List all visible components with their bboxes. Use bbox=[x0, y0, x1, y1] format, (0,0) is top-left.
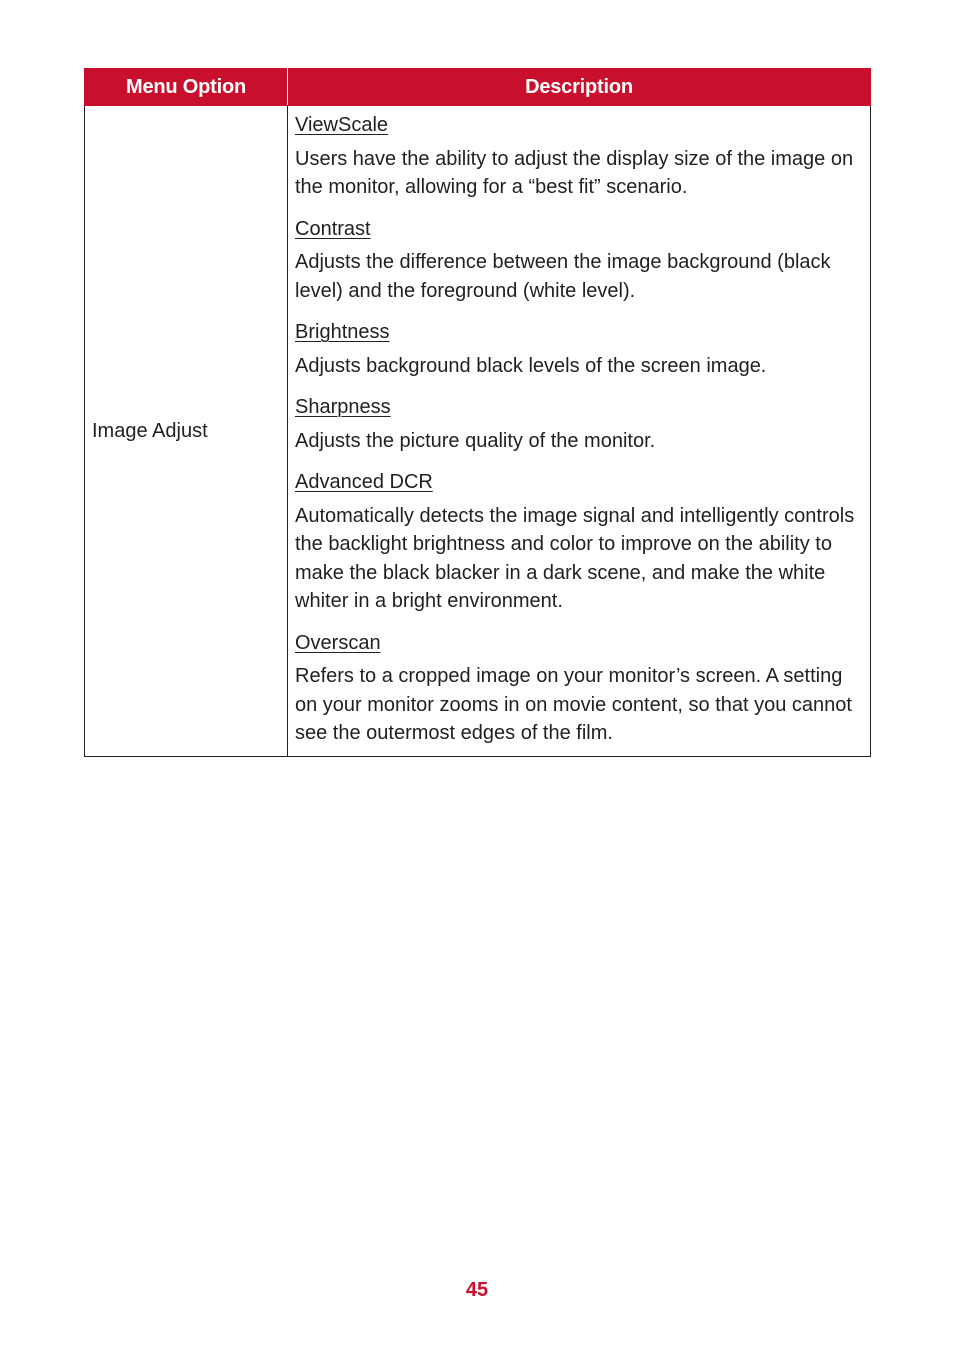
item-text-viewscale: Users have the ability to adjust the display size of the image on the monitor, allowing for a “best fit” scenario. bbox=[295, 147, 854, 198]
page-number: 45 bbox=[465, 1279, 489, 1301]
item-title-advanced-dcr: Advanced DCR bbox=[295, 471, 433, 493]
item-text-overscan: Refers to a cropped image on your monitor’s screen. A setting on your monitor zooms in on movie content, so that you cannot see the outermost edges of the film. bbox=[295, 665, 852, 744]
desc-item-brightness bbox=[295, 318, 862, 380]
desc-item-contrast bbox=[295, 215, 862, 306]
item-title-brightness: Brightness bbox=[295, 321, 390, 343]
header-description: Description bbox=[288, 69, 871, 106]
desc-item-viewscale bbox=[295, 111, 862, 202]
header-menu-option: Menu Option bbox=[85, 69, 288, 106]
desc-item-advanced-dcr bbox=[295, 468, 862, 616]
table-header-row bbox=[85, 69, 871, 106]
item-text-contrast: Adjusts the difference between the image background (black level) and the foreground (white level). bbox=[295, 251, 831, 302]
menu-option-table bbox=[84, 68, 871, 757]
item-text-brightness: Adjusts background black levels of the screen image. bbox=[295, 354, 767, 377]
item-title-contrast: Contrast bbox=[295, 217, 371, 240]
option-cell-image-adjust: Image Adjust bbox=[85, 106, 288, 757]
desc-item-sharpness bbox=[295, 393, 862, 455]
item-text-sharpness: Adjusts the picture quality of the monitor. bbox=[295, 429, 656, 452]
item-title-viewscale: ViewScale bbox=[295, 114, 389, 136]
desc-item-overscan bbox=[295, 629, 862, 748]
description-cell bbox=[288, 106, 871, 757]
table-row bbox=[85, 106, 871, 757]
item-title-overscan: Overscan bbox=[295, 631, 381, 654]
item-text-advanced-dcr: Automatically detects the image signal and intelligently controls the backlight brightness and color to improve on the ability to make the black blacker in a dark scene, and make the white whiter in a bright environment. bbox=[295, 504, 855, 612]
item-title-sharpness: Sharpness bbox=[295, 396, 391, 418]
